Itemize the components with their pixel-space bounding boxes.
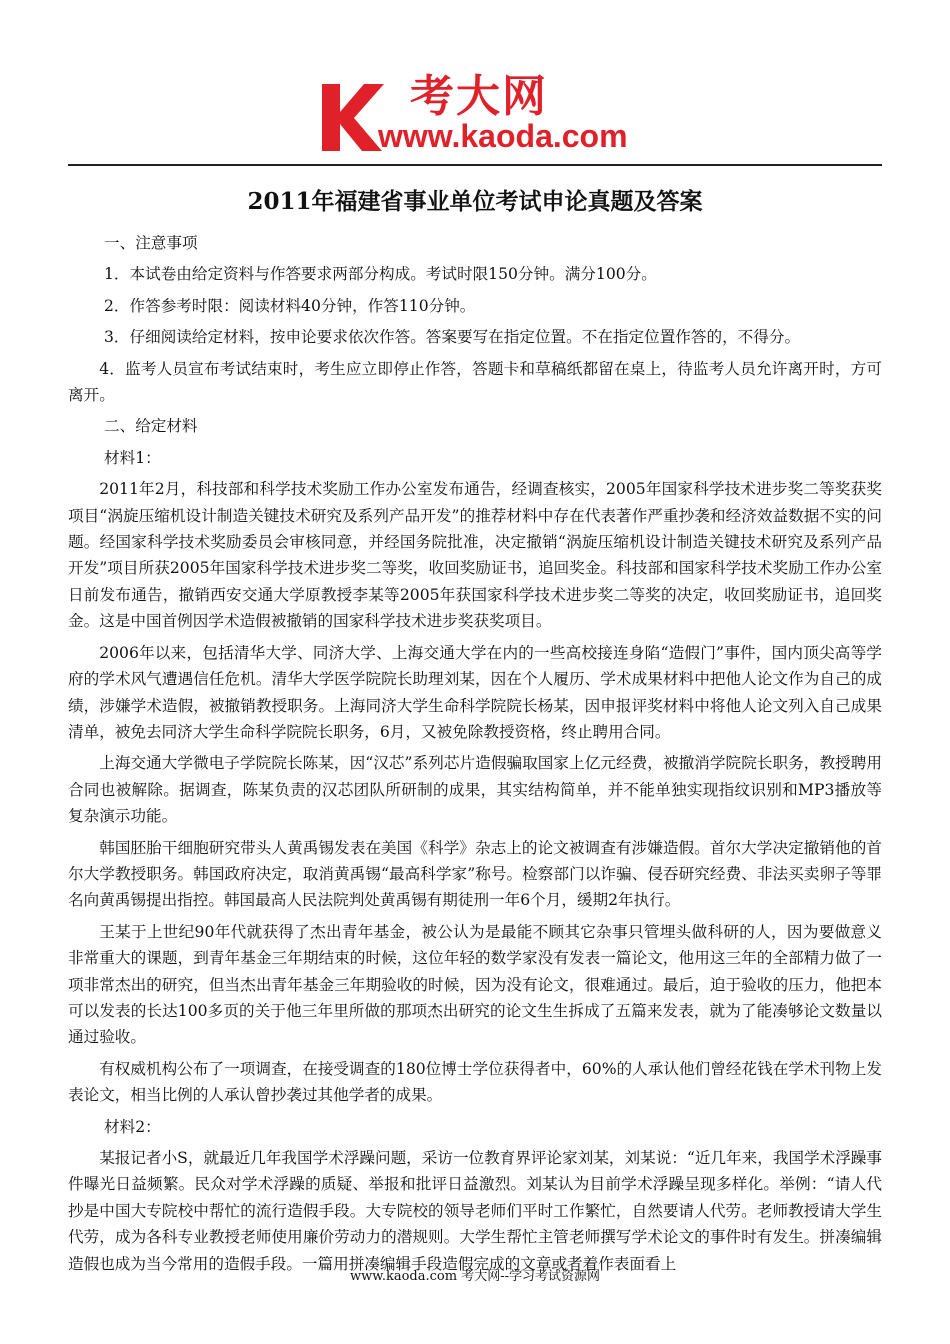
header-divider [68, 164, 882, 166]
logo-title: 考大网 [410, 71, 548, 122]
kaoda-logo[interactable] [318, 72, 638, 162]
document-title: 2011年福建省事业单位考试申论真题及答案 [247, 188, 703, 215]
notice-item: 1．本试卷由给定资料与作答要求两部分构成。考试时限150分钟。满分100分。 [104, 265, 657, 284]
material-1-paragraph: 2006年以来，包括清华大学、同济大学、上海交通大学在内的一些高校接连身陷“造假门”事件，国内顶尖高等学府的学术风气遭遇信任危机。清华大学医学院院长助理刘某，因在个人履历、学术成果材料中把他人论文作为自己的成绩，涉嫌学术造假，被撤销教授职务。上海同济大学生命科学院院长杨某，因申报评奖材料中将他人论文列入自己成果清单，被免去同济大学生命科学院院长职务，6月，又被免除教授资格，终止聘用合同。 [68, 643, 882, 741]
material-1-paragraph: 韩国胚胎干细胞研究带头人黄禹锡发表在美国《科学》杂志上的论文被调查有涉嫌造假。首尔大学决定撤销他的首尔大学教授职务。韩国政府决定，取消黄禹锡“最高科学家”称号。检察部门以诈骗、侵吞研究经费、非法买卖卵子等罪名向黄禹锡提出指控。韩国最高人民法院判处黄禹锡有期徒刑一年6个月，缓期2年执行。 [68, 838, 882, 910]
material-1-paragraph: 上海交通大学微电子学院院长陈某，因“汉芯”系列芯片造假骗取国家上亿元经费，被撤消学院院长职务，教授聘用合同也被解除。据调查，陈某负责的汉芯团队所研制的成果，其实结构简单，并不能单独实现指纹识别和MP3播放等复杂演示功能。 [68, 754, 882, 826]
notice-item: 4．监考人员宣布考试结束时，考生应立即停止作答，答题卡和草稿纸都留在桌上，待监考人员允许离开时，方可离开。 [68, 359, 882, 405]
materials-heading: 二、给定材料 [104, 417, 198, 436]
notice-item: 2．作答参考时限：阅读材料40分钟，作答110分钟。 [104, 296, 476, 315]
material-2-paragraph: 某报记者小S，就最近几年我国学术浮躁问题，采访一位教育界评论家刘某，刘某说：“近几年来，我国学术浮躁事件曝光日益频繁。民众对学术浮躁的质疑、举报和批评日益激烈。刘某认为目前学术浮躁呈现多样化。举例：“请人代抄是中国大专院校中帮忙的流行造假手段。大专院校的领导老师们平时工作繁忙，自然要请人代劳。老师教授请大学生代劳，成为各科专业教授老师使用廉价劳动力的潜规则。大学生帮忙主管老师撰写学术论文的事件时有发生。拼凑编辑造假也成为当今常用的造假手段。一篇用拼凑编辑手段造假完成的文章或者着作表面看上 [68, 1149, 882, 1273]
material-1-label: 材料1： [104, 448, 161, 467]
notice-item: 3．仔细阅读给定材料，按申论要求依次作答。答案要写在指定位置。不在指定位置作答的，不得分。 [104, 328, 801, 347]
material-2-label: 材料2： [104, 1117, 161, 1136]
material-1-paragraph: 王某于上世纪90年代就获得了杰出青年基金，被公认为是最能不顾其它杂事只管埋头做科研的人，因为要做意义非常重大的课题，到青年基金三年期结束的时候，这位年轻的数学家没有发表一篇论文，他用这三年的全部精力做了一项非常杰出的研究，但当杰出青年基金三年期验收的时候，因为没有论文，很难通过。最后，迫于验收的压力，他把本可以发表的长达100多页的关于他三年里所做的那项杰出研究的论文生生拆成了五篇来发表，就为了能凑够论文数量以通过验收。 [68, 922, 882, 1047]
document-body [68, 230, 882, 1277]
notice-heading: 一、注意事项 [104, 234, 198, 252]
logo-url: www.kaoda.com [378, 118, 628, 154]
material-1-paragraph: 2011年2月，科技部和科学技术奖励工作办公室发布通告，经调查核实，2005年国家科学技术进步奖二等奖获奖项目“涡旋压缩机设计制造关键技术研究及系列产品开发”的推荐材料中存在代表著作严重抄袭和经济效益数据不实的问题。经国家科学技术奖励委员会审核同意，并经国务院批准，决定撤销“涡旋压缩机设计制造关键技术研究及系列产品开发”项目所获2005年国家科学技术进步奖二等奖，收回奖励证书，追回奖金。科技部和国家科学技术奖励工作办公室日前发布通告，撤销西安交通大学原教授李某等2005年获国家科学技术进步奖二等奖的决定，收回奖励证书，追回奖金。这是中国首例因学术造假被撤销的国家科学技术进步奖获奖项目。 [68, 480, 882, 631]
material-1-paragraph: 有权威机构公布了一项调查，在接受调查的180位博士学位获得者中，60%的人承认他们曾经花钱在学术刊物上发表论文，相当比例的人承认曾抄袭过其他学者的成果。 [68, 1059, 882, 1105]
page-footer[interactable]: www.kaoda.com 考大网--学习考试资源网 [350, 1269, 600, 1284]
